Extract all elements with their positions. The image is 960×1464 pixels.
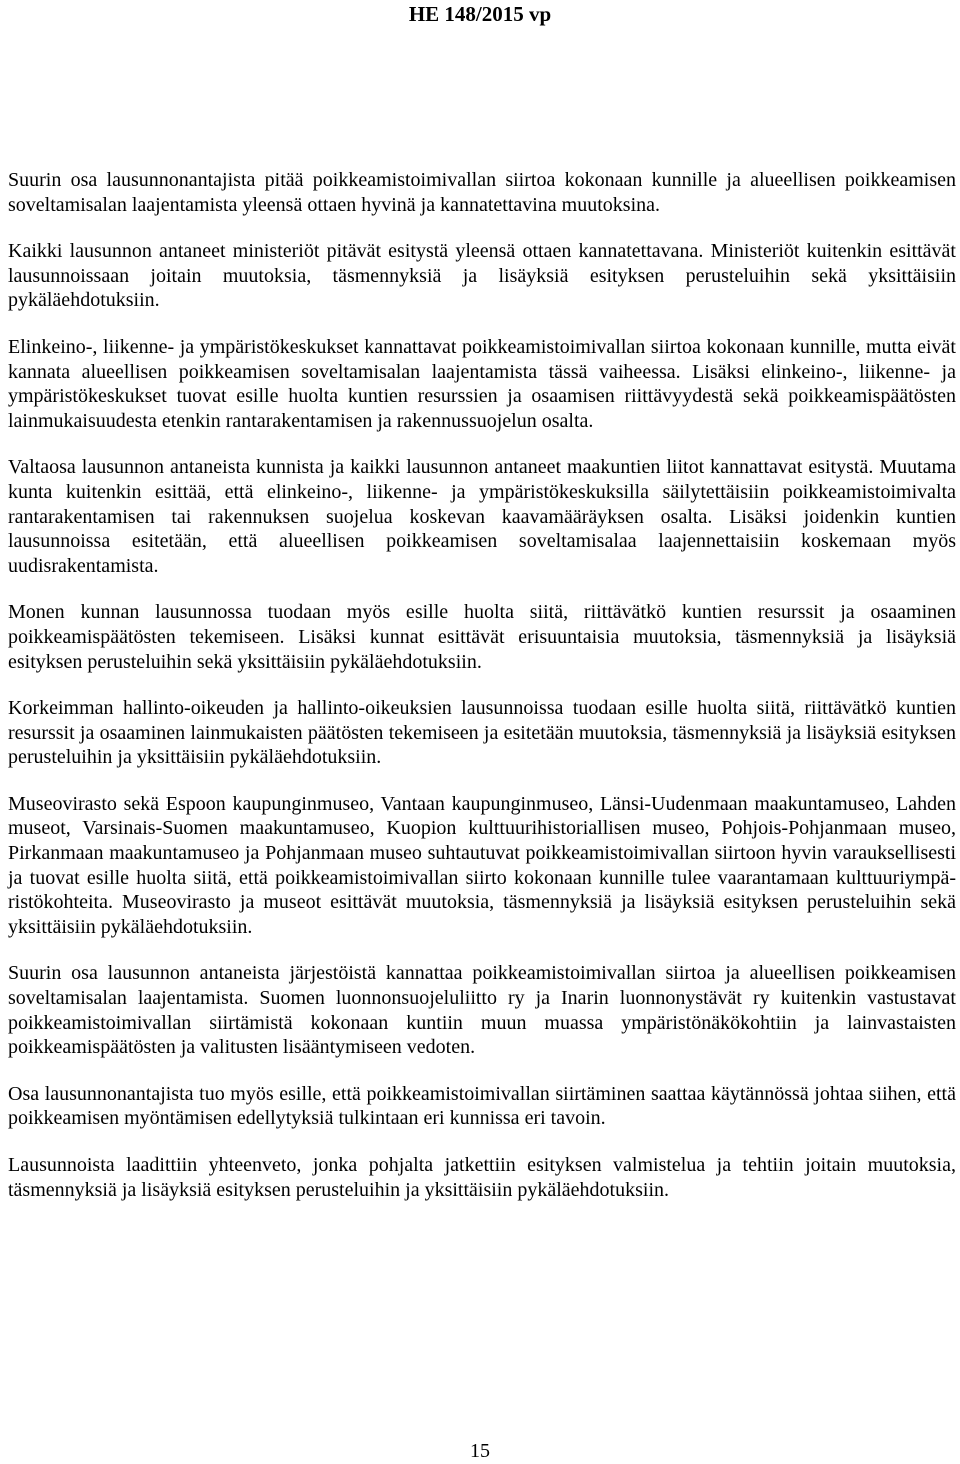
paragraph: Monen kunnan lausunnossa tuodaan myös esille huolta siitä, riittävätkö kuntien resurssit ja osaaminen poikkeamispäätösten tekemiseen. Lisäksi kunnat esittävät erisuuntaisia muutoksia, täsmennyksiä ja lisäyksiä esityksen perusteluihin sekä yksittäisiin pykäläehdotuksiin.	[8, 601, 956, 673]
paragraph: Valtaosa lausunnon antaneista kunnista ja kaikki lausunnon antaneet maakuntien liitot kannattavat esitystä. Muutama kunta kuitenkin esittää, että elinkeino-, liikenne- ja ympäristökeskuksilla säilytettäisiin poikkeamistoimivalta rantarakentamisen tai rakennuksen suojelua koskevan kaavamääräyksen osalta. Lisäksi joidenkin kuntien lausunnoissa esitetään, että alueellisen poikkeamisen soveltamisalaa laajennettaisiin koskemaan myös uudisrakentamista.	[8, 456, 956, 577]
paragraph: Suurin osa lausunnon antaneista järjestöistä kannattaa poikkeamistoimivallan siirtoa ja alueellisen poikkeamisen soveltamisalan laajentamista. Suomen luonnonsuojeluliitto ry ja Inarin luonnonystävät ry kuitenkin vastustavat poikkeamistoimivallan siirtämistä kokonaan kuntiin muun muassa ympäristönäkökohtiin ja lainvastaisten poikkeamispäätösten ja valitusten lisääntymiseen vedoten.	[8, 962, 956, 1059]
paragraph: Korkeimman hallinto-oikeuden ja hallinto-oikeuksien lausunnoissa tuodaan esille huolta siitä, riittävätkö kuntien resurssit ja osaaminen lainmukaisten päätösten tekemiseen ja esitetään muutoksia, täsmennyksiä ja lisäyksiä esityksen perusteluihin ja yksittäisiin pykäläehdotuksiin.	[8, 697, 956, 769]
document-header: HE 148/2015 vp	[408, 2, 552, 26]
paragraph: Elinkeino-, liikenne- ja ympäristökeskukset kannattavat poikkeamistoimivallan siirtoa kokonaan kunnille, mutta eivät kannata alueellisen poikkeamisen soveltamisalan laajentamista tässä vaiheessa. Lisäksi elinkeino-, liikenne- ja ympäristökeskukset tuovat esille huolta kuntien resurssien ja osaamisen riittävyydestä sekä poikkeamispäätösten lainmukaisuudesta etenkin rantarakentamisen ja rakennussuojelun osalta.	[8, 335, 956, 432]
paragraph: Kaikki lausunnon antaneet ministeriöt pitävät esitystä yleensä ottaen kannatettavana. Ministeriöt kuitenkin esittävät lausunnoissaan joitain muutoksia, täsmennyksiä ja lisäyksiä esityksen perusteluihin sekä yksittäisiin pykäläehdotuksiin.	[8, 240, 956, 312]
document-body	[8, 168, 956, 1224]
paragraph: Museovirasto sekä Espoon kaupunginmuseo, Vantaan kaupunginmuseo, Länsi-Uudenmaan maakuntamuseo, Lahden museot, Varsinais-Suomen maakuntamuseo, Kuopion kulttuurihistoriallisen museo, Pohjois-Pohjanmaan museo, Pirkanmaan maakuntamuseo ja Pohjanmaan museo suhtautuvat poikkeamistoimivallan siirtoon hyvin varauksellisesti ja tuovat esille huolta siitä, että poikkeamistoimivallan siirto kokonaan kunnille tulee vaarantamaan kulttuuriympäristökohteita. Museovirasto ja museot esittävät muutoksia, täsmennyksiä ja lisäyksiä esityksen perusteluihin sekä yksittäisiin pykäläehdotuksiin.	[8, 792, 956, 938]
paragraph: Osa lausunnonantajista tuo myös esille, että poikkeamistoimivallan siirtäminen saattaa käytännössä johtaa siihen, että poikkeamisen myöntämisen edellytyksiä tulkintaan eri kunnissa eri tavoin.	[8, 1082, 956, 1130]
page-number: 15	[470, 1440, 490, 1462]
paragraph: Suurin osa lausunnonantajista pitää poikkeamistoimivallan siirtoa kokonaan kunnille ja alueellisen poikkeamisen soveltamisalan laajentamista yleensä ottaen hyvinä ja kannatettavina muutoksina.	[8, 169, 956, 216]
paragraph: Lausunnoista laadittiin yhteenveto, jonka pohjalta jatkettiin esityksen valmistelua ja tehtiin joitain muutoksia, täsmennyksiä ja lisäyksiä esityksen perusteluihin ja yksittäisiin pykäläehdotuksiin.	[8, 1154, 956, 1201]
